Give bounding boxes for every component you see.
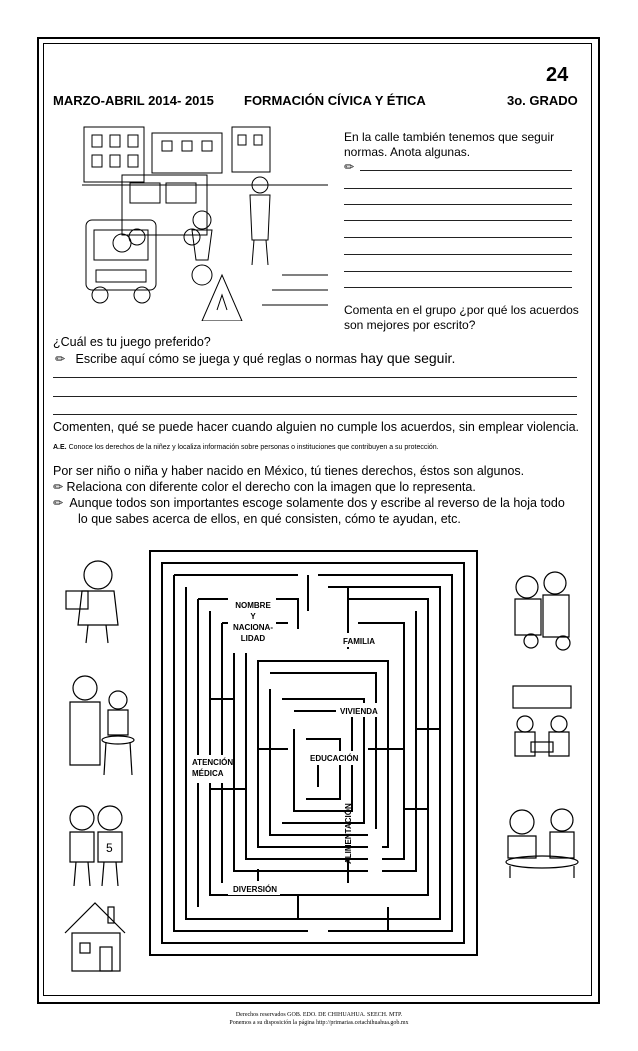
- answer-line: [344, 271, 572, 272]
- child-with-id-illustration: [60, 555, 130, 645]
- street-comment-line2: son mejores por escrito?: [344, 318, 476, 332]
- answer-line: [344, 188, 572, 189]
- pencil-icon: ✏: [53, 496, 64, 510]
- maze-label-nombre-line: Y: [250, 612, 256, 621]
- house-illustration: [60, 895, 135, 975]
- maze-label-atencion-line: MÉDICA: [192, 769, 224, 778]
- ae-note: [53, 444, 439, 451]
- header-period: MARZO-ABRIL 2014- 2015: [53, 93, 214, 108]
- maze-label-atencion: [192, 757, 233, 779]
- header-subject: FORMACIÓN CÍVICA Y ÉTICA: [244, 93, 426, 108]
- street-prompt: [344, 130, 554, 160]
- ae-text: Conoce los derechos de la niñez y localiza información sobre personas o instituciones que contribuyen a su protección.: [68, 444, 439, 451]
- ae-label: A.E.: [53, 444, 67, 451]
- maze-label-atencion-line: ATENCIÓN: [192, 758, 234, 767]
- doctor-illustration: [60, 670, 140, 780]
- maze-label-nombre: [229, 600, 277, 644]
- footer-line1: Derechos reservados GOB. EDO. DE CHIHUAHUA. SEECH. MTP.: [235, 1012, 403, 1018]
- maze-label-diversion: DIVERSIÓN: [233, 885, 278, 894]
- maze-label-alimentacion: ALIMENTACIÓN: [344, 803, 353, 864]
- answer-line: [360, 170, 572, 171]
- street-prompt-line1: En la calle también tenemos que seguir: [344, 130, 555, 144]
- rights-bullet1: Relaciona con diferente color el derecho con la imagen que lo representa.: [66, 480, 476, 494]
- answer-line: [53, 396, 577, 397]
- answer-line: [344, 204, 572, 205]
- svg-text:5: 5: [106, 841, 113, 855]
- street-comment-line1: Comenta en el grupo ¿por qué los acuerdos: [344, 303, 579, 317]
- rights-section: [53, 463, 565, 527]
- answer-line: [53, 414, 577, 415]
- family-illustration: [505, 565, 580, 655]
- street-scene-illustration: [82, 125, 328, 321]
- game-instruction-text: Escribe aquí cómo se juega y qué reglas o normas: [75, 352, 357, 366]
- street-prompt-line2: normas. Anota algunas.: [344, 145, 471, 159]
- eating-illustration: [500, 800, 585, 880]
- answer-line: [53, 377, 577, 378]
- maze-label-vivienda: VIVIENDA: [340, 707, 378, 716]
- pencil-icon: ✏: [53, 480, 64, 494]
- header-grade: 3o. GRADO: [507, 93, 578, 108]
- rights-bullet2-line2: lo que sabes acerca de ellos, en qué consisten, cómo te ayudan, etc.: [78, 512, 461, 526]
- game-instruction: [55, 350, 455, 366]
- maze-label-nombre-line: NOMBRE: [235, 601, 271, 610]
- school-illustration: [505, 680, 580, 765]
- kids-illustration: [62, 800, 132, 890]
- answer-line: [344, 220, 572, 221]
- pencil-icon: ✏: [55, 352, 66, 366]
- answer-line: [344, 254, 572, 255]
- rights-intro: Por ser niño o niña y haber nacido en México, tú tienes derechos, éstos son algunos.: [53, 464, 525, 478]
- maze-label-nombre-line: NACIONA-: [233, 623, 273, 632]
- maze-label-nombre-line: LIDAD: [240, 634, 266, 643]
- game-comment: Comenten, qué se puede hacer cuando alguien no cumple los acuerdos, sin emplear violencia.: [53, 420, 580, 434]
- game-instruction-tail: hay que seguir.: [360, 350, 456, 366]
- maze-label-familia: FAMILIA: [343, 637, 375, 646]
- maze-label-educacion: EDUCACIÓN: [310, 754, 359, 763]
- answer-line: [344, 237, 572, 238]
- answer-line: [344, 287, 572, 288]
- street-comment: [344, 303, 579, 333]
- rights-bullet2-line1: Aunque todos son importantes escoge solamente dos y escribe al reverso de la hoja todo: [69, 496, 565, 510]
- pencil-icon: ✏: [344, 160, 355, 174]
- footer: [0, 1011, 638, 1027]
- game-question: ¿Cuál es tu juego preferido?: [53, 335, 211, 349]
- footer-line2: Ponemos a su disposición la página http://primarias.cetachihuahua.gob.mx: [229, 1020, 409, 1026]
- page-number: 24: [546, 64, 569, 86]
